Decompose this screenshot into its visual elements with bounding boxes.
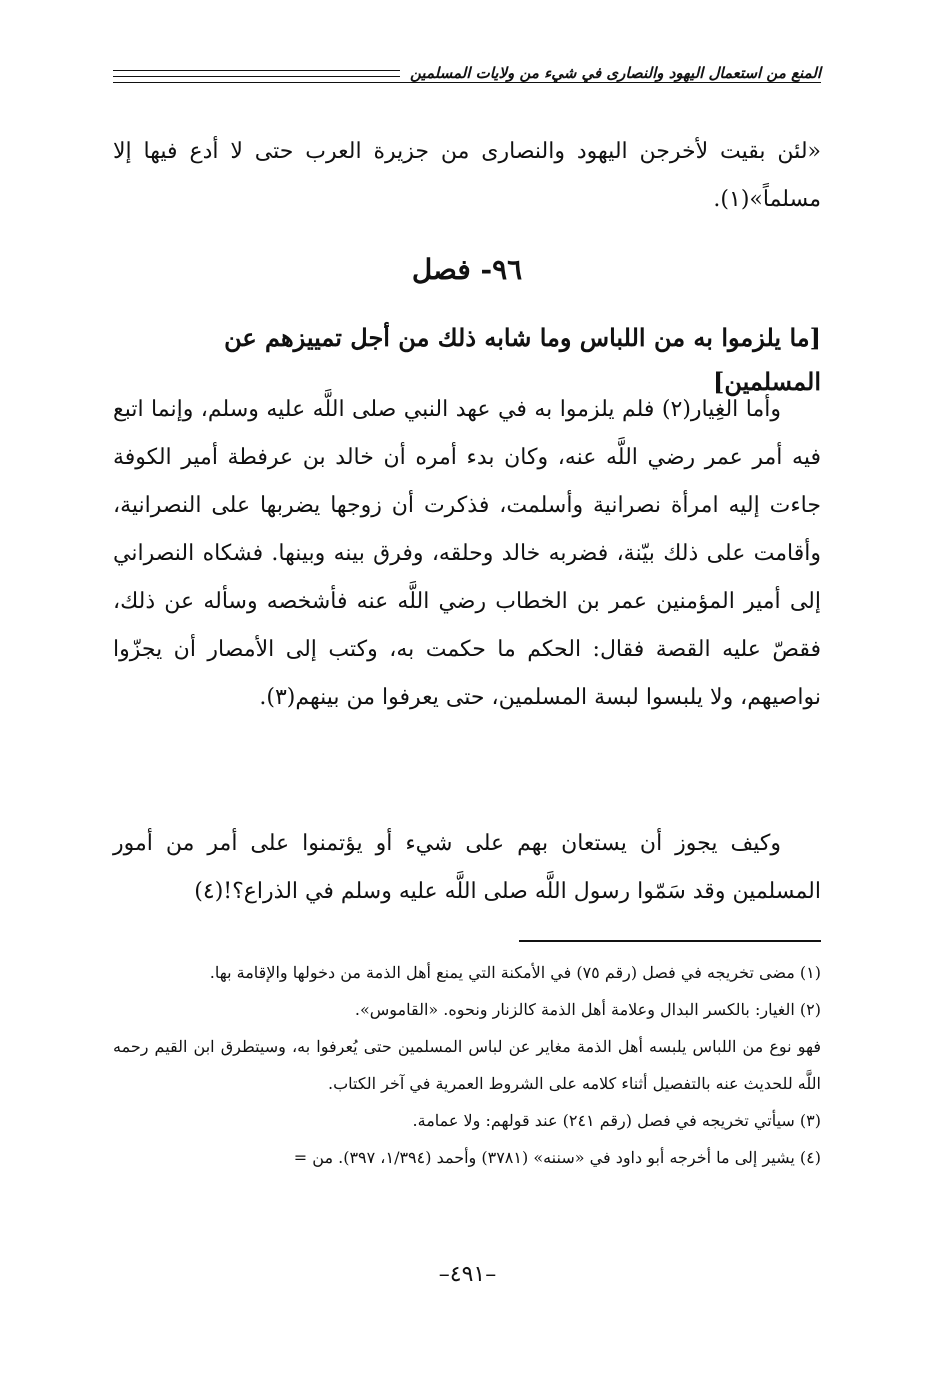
running-title: المنع من استعمال اليهود والنصارى في شيء من ولايات المسلمين bbox=[400, 64, 821, 82]
footnote-2: (٢) الغيار: بالكسر البدال وعلامة أهل الذمة كالزنار ونحوه. «القاموس». bbox=[354, 1000, 821, 1019]
footnote-separator bbox=[519, 940, 821, 942]
main-paragraph bbox=[113, 386, 821, 722]
second-paragraph bbox=[113, 820, 821, 916]
running-header bbox=[113, 60, 821, 100]
page-number: –٤٩١– bbox=[438, 1262, 497, 1287]
quote-text: «لئن بقيت لأخرجن اليهود والنصارى من جزيرة العرب حتى لا أدع فيها إلا مسلماً»(١). bbox=[113, 139, 821, 212]
paragraph-2: وكيف يجوز أن يستعان بهم على شيء أو يؤتمنوا على أمر من أمور المسلمين وقد سَمّوا رسول اللَّه صلى اللَّه عليه وسلم في الذراع؟!(٤) bbox=[113, 831, 821, 904]
footnote-3: (٣) سيأتي تخريجه في فصل (رقم ٢٤١) عند قولهم: ولا عمامة. bbox=[412, 1111, 821, 1130]
section-subtitle: [ما يلزموا به من اللباس وما شابه ذلك من أجل تمييزهم عن المسلمين] bbox=[224, 323, 821, 396]
footnote-2-continued: فهو نوع من اللباس يلبسه أهل الذمة مغاير عن لباس المسلمين حتى يُعرفوا به، وسيتطرق ابن القيم رحمه اللَّه للحديث عنه بالتفصيل أثناء كلامه على الشروط العمرية في آخر الكتاب. bbox=[113, 1037, 821, 1093]
footnote-1: (١) مضى تخريجه في فصل (رقم ٧٥) في الأمكنة التي يمنع أهل الذمة من دخولها والإقامة بها. bbox=[209, 963, 821, 982]
footnotes bbox=[113, 954, 821, 1176]
paragraph-1: وأما الغِيار(٢) فلم يلزموا به في عهد النبي صلى اللَّه عليه وسلم، وإنما اتبع فيه أمر عمر رضي اللَّه عنه، وكان بدء أمره أن خالد بن عرفطة أمير الكوفة جاءت إليه امرأة نصرانية وأسلمت، فذكرت أن زوجها يضربها على النصرانية، وأقامت على ذلك بيّنة، فضربه خالد وحلقه، وفرق بينه وبينها. فشكاه النصراني إلى أمير المؤمنين عمر بن الخطاب رضي اللَّه عنه فأشخصه وسأله عن ذلك، فقصّ عليه القصة فقال: الحكم ما حكمت به، وكتب إلى الأمصار أن يجزّوا نواصيهم، ولا يلبسوا لبسة المسلمين، حتى يعرفوا من بينهم(٣). bbox=[113, 397, 821, 710]
header-rule bbox=[113, 82, 821, 83]
hadith-quote bbox=[113, 128, 821, 224]
footnote-4: (٤) يشير إلى ما أخرجه أبو داود في «سننه» (٣٧٨١) وأحمد (١/٣٩٤، ٣٩٧). من = bbox=[293, 1148, 821, 1167]
section-title: ٩٦- فصل bbox=[411, 253, 523, 286]
